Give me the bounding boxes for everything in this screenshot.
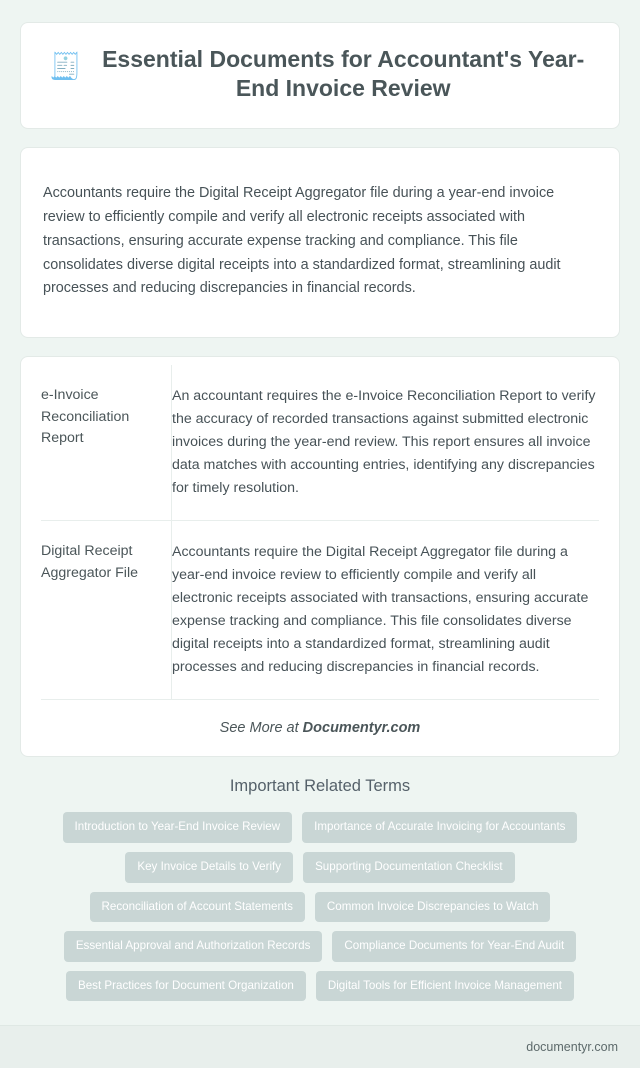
- page-footer: [0, 1025, 640, 1068]
- related-term-chip[interactable]: Importance of Accurate Invoicing for Accountants: [302, 812, 577, 843]
- related-terms-section: [20, 777, 620, 1019]
- related-term-chip[interactable]: Supporting Documentation Checklist: [303, 852, 515, 883]
- term-description: Accountants require the Digital Receipt Aggregator file during a year-end invoice review to efficiently compile and verify all electronic receipts associated with transactions, ensuring accurate expense tracking and compliance. This file consolidates diverse digital receipts into a standardized format, streamlining audit processes and reducing discrepancies in financial records.: [172, 521, 600, 700]
- related-term-chip[interactable]: Essential Approval and Authorization Records: [64, 931, 323, 962]
- definitions-card: [20, 356, 620, 757]
- page-title: Essential Documents for Accountant's Year-End Invoice Review: [102, 46, 585, 102]
- definitions-table: [41, 365, 599, 756]
- see-more-row: [41, 700, 599, 757]
- intro-paragraph: Accountants require the Digital Receipt Aggregator file during a year-end invoice review to efficiently compile and verify all electronic receipts associated with transactions, ensuring accurate expense tracking and compliance. This file consolidates diverse digital receipts into a standardized format, streamlining audit processes and reducing discrepancies in financial records.: [43, 185, 561, 297]
- title-card: [20, 22, 620, 129]
- see-more-prefix: See More at: [219, 720, 303, 737]
- term-label: Digital Receipt Aggregator File: [41, 521, 172, 700]
- related-term-chip[interactable]: Key Invoice Details to Verify: [125, 852, 293, 883]
- term-label: e-Invoice Reconciliation Report: [41, 387, 130, 447]
- related-term-chip[interactable]: Reconciliation of Account Statements: [90, 892, 305, 923]
- related-term-chip[interactable]: Best Practices for Document Organization: [66, 971, 306, 1002]
- see-more-link[interactable]: Documentyr.com: [302, 720, 421, 737]
- document-scroll-icon: 🧾: [49, 51, 82, 81]
- footer-site-label: documentyr.com: [526, 1040, 618, 1055]
- table-row: [41, 521, 599, 700]
- intro-card: [20, 147, 620, 339]
- related-terms-chip-list: [20, 812, 620, 1019]
- related-term-chip[interactable]: Digital Tools for Efficient Invoice Management: [316, 971, 574, 1002]
- related-terms-heading: Important Related Terms: [229, 777, 411, 796]
- term-description: An accountant requires the e-Invoice Reconciliation Report to verify the accuracy of recorded transactions against submitted electronic invoices during the year-end review. This report ensures all invoice data matches with accounting entries, identifying any discrepancies for timely resolution.: [172, 365, 600, 521]
- related-term-chip[interactable]: Common Invoice Discrepancies to Watch: [315, 892, 551, 923]
- table-row: [41, 365, 599, 521]
- related-term-chip[interactable]: Compliance Documents for Year-End Audit: [332, 931, 576, 962]
- related-term-chip[interactable]: Introduction to Year-End Invoice Review: [63, 812, 293, 843]
- see-more-cell: [41, 700, 599, 757]
